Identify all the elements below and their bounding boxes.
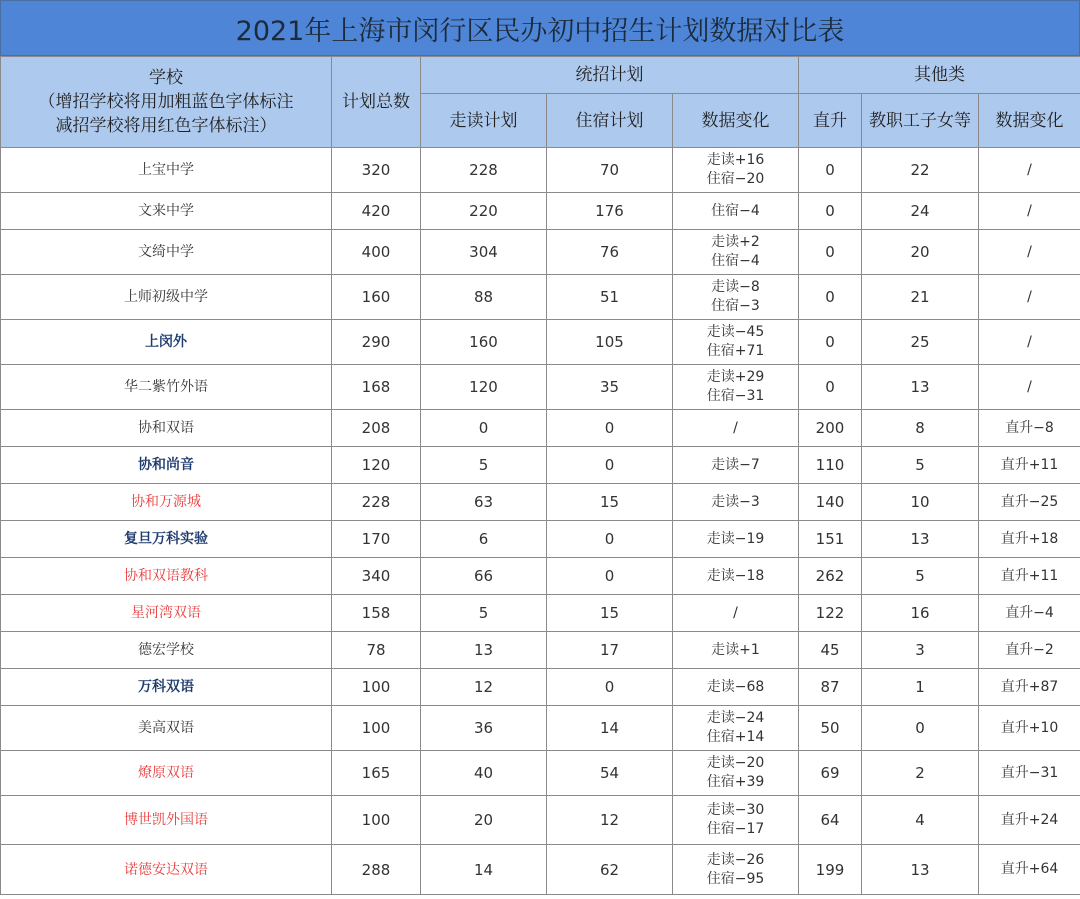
school-name-cell: 德宏学校 <box>1 632 332 669</box>
boarding-plan-cell: 176 <box>547 193 673 230</box>
day-plan-cell: 63 <box>421 484 547 521</box>
day-plan-cell: 228 <box>421 148 547 193</box>
other-data-change-cell: / <box>979 193 1080 230</box>
school-name-cell: 万科双语 <box>1 669 332 706</box>
staff-children-cell: 10 <box>862 484 979 521</box>
staff-children-cell: 16 <box>862 595 979 632</box>
staff-children-cell: 4 <box>862 796 979 845</box>
total-plan-cell: 165 <box>332 751 421 796</box>
data-change-cell <box>673 193 799 230</box>
school-name-cell: 协和双语教科 <box>1 558 332 595</box>
table-row <box>1 632 1080 669</box>
day-plan-cell: 6 <box>421 521 547 558</box>
table-row <box>1 230 1080 275</box>
boarding-plan-cell: 105 <box>547 320 673 365</box>
header-data-change: 数据变化 <box>673 94 799 148</box>
direct-promotion-cell: 87 <box>799 669 862 706</box>
data-change-line: 住宿−95 <box>706 870 765 887</box>
school-name-cell: 美高双语 <box>1 706 332 751</box>
data-change-line: 走读−30 <box>706 802 765 818</box>
staff-children-cell: 3 <box>862 632 979 669</box>
other-data-change-cell: 直升−2 <box>979 632 1080 669</box>
total-plan-cell: 400 <box>332 230 421 275</box>
day-plan-cell: 14 <box>421 845 547 895</box>
direct-promotion-cell: 151 <box>799 521 862 558</box>
school-name-cell: 上宝中学 <box>1 148 332 193</box>
other-data-change-cell: 直升−8 <box>979 410 1080 447</box>
table-row <box>1 845 1080 895</box>
boarding-plan-cell: 12 <box>547 796 673 845</box>
staff-children-cell: 24 <box>862 193 979 230</box>
other-data-change-cell: / <box>979 230 1080 275</box>
header-staff-children: 教职工子女等 <box>862 94 979 148</box>
direct-promotion-cell: 0 <box>799 320 862 365</box>
data-change-line: 住宿−17 <box>706 821 765 837</box>
boarding-plan-cell: 0 <box>547 558 673 595</box>
school-name-cell: 上师初级中学 <box>1 275 332 320</box>
day-plan-cell: 120 <box>421 365 547 410</box>
data-change-line: 走读+16 <box>706 152 765 168</box>
table-row <box>1 706 1080 751</box>
total-plan-cell: 340 <box>332 558 421 595</box>
total-plan-cell: 158 <box>332 595 421 632</box>
direct-promotion-cell: 69 <box>799 751 862 796</box>
boarding-plan-cell: 15 <box>547 484 673 521</box>
staff-children-cell: 25 <box>862 320 979 365</box>
data-change-cell <box>673 632 799 669</box>
data-change-line: 走读−26 <box>706 851 765 868</box>
total-plan-cell: 170 <box>332 521 421 558</box>
school-name-cell: 华二紫竹外语 <box>1 365 332 410</box>
data-change-cell <box>673 410 799 447</box>
direct-promotion-cell: 262 <box>799 558 862 595</box>
boarding-plan-cell: 15 <box>547 595 673 632</box>
boarding-plan-cell: 62 <box>547 845 673 895</box>
day-plan-cell: 12 <box>421 669 547 706</box>
boarding-plan-cell: 14 <box>547 706 673 751</box>
staff-children-cell: 1 <box>862 669 979 706</box>
table-row <box>1 558 1080 595</box>
other-data-change-cell: 直升+18 <box>979 521 1080 558</box>
other-data-change-cell: 直升+11 <box>979 447 1080 484</box>
data-change-line: 走读−18 <box>706 567 765 584</box>
direct-promotion-cell: 0 <box>799 230 862 275</box>
staff-children-cell: 13 <box>862 521 979 558</box>
table-row <box>1 148 1080 193</box>
staff-children-cell: 20 <box>862 230 979 275</box>
direct-promotion-cell: 200 <box>799 410 862 447</box>
data-change-cell <box>673 447 799 484</box>
data-change-line: 住宿−3 <box>711 298 760 314</box>
table-row <box>1 595 1080 632</box>
school-name-cell: 复旦万科实验 <box>1 521 332 558</box>
staff-children-cell: 2 <box>862 751 979 796</box>
direct-promotion-cell: 0 <box>799 365 862 410</box>
data-change-cell <box>673 148 799 193</box>
direct-promotion-cell: 0 <box>799 148 862 193</box>
total-plan-cell: 208 <box>332 410 421 447</box>
staff-children-cell: 5 <box>862 447 979 484</box>
table-row <box>1 669 1080 706</box>
data-change-line: 走读+1 <box>711 641 760 658</box>
table-row <box>1 410 1080 447</box>
table-row <box>1 751 1080 796</box>
data-change-line: / <box>733 604 738 621</box>
boarding-plan-cell: 0 <box>547 521 673 558</box>
other-data-change-cell: / <box>979 365 1080 410</box>
table-row <box>1 796 1080 845</box>
direct-promotion-cell: 110 <box>799 447 862 484</box>
boarding-plan-cell: 0 <box>547 410 673 447</box>
header-total: 计划总数 <box>332 57 421 148</box>
table-row <box>1 320 1080 365</box>
data-change-cell <box>673 595 799 632</box>
day-plan-cell: 5 <box>421 447 547 484</box>
total-plan-cell: 168 <box>332 365 421 410</box>
table-row <box>1 275 1080 320</box>
direct-promotion-cell: 64 <box>799 796 862 845</box>
direct-promotion-cell: 122 <box>799 595 862 632</box>
table-row <box>1 484 1080 521</box>
total-plan-cell: 320 <box>332 148 421 193</box>
total-plan-cell: 100 <box>332 669 421 706</box>
data-change-cell <box>673 751 799 796</box>
staff-children-cell: 13 <box>862 845 979 895</box>
total-plan-cell: 420 <box>332 193 421 230</box>
data-change-line: 住宿+14 <box>706 729 765 745</box>
day-plan-cell: 36 <box>421 706 547 751</box>
data-change-cell <box>673 484 799 521</box>
data-change-cell <box>673 320 799 365</box>
data-change-line: 住宿−31 <box>706 388 765 404</box>
staff-children-cell: 8 <box>862 410 979 447</box>
data-change-cell <box>673 669 799 706</box>
other-data-change-cell: / <box>979 148 1080 193</box>
data-change-line: 走读−19 <box>706 530 765 547</box>
direct-promotion-cell: 50 <box>799 706 862 751</box>
school-name-cell: 星河湾双语 <box>1 595 332 632</box>
other-data-change-cell: 直升−31 <box>979 751 1080 796</box>
total-plan-cell: 120 <box>332 447 421 484</box>
day-plan-cell: 20 <box>421 796 547 845</box>
data-change-line: 走读−8 <box>711 279 760 295</box>
day-plan-cell: 5 <box>421 595 547 632</box>
header-other-category: 其他类 <box>799 57 1080 94</box>
school-name-cell: 协和尚音 <box>1 447 332 484</box>
school-name-cell: 上闵外 <box>1 320 332 365</box>
day-plan-cell: 0 <box>421 410 547 447</box>
data-change-line: / <box>733 419 738 436</box>
data-change-line: 走读+29 <box>706 369 765 385</box>
staff-children-cell: 21 <box>862 275 979 320</box>
other-data-change-cell: 直升−25 <box>979 484 1080 521</box>
header-school-note-increase: （增招学校将用加粗蓝色字体标注 <box>38 92 294 112</box>
boarding-plan-cell: 17 <box>547 632 673 669</box>
header-school <box>1 57 332 148</box>
school-name-cell: 文来中学 <box>1 193 332 230</box>
table-row <box>1 365 1080 410</box>
boarding-plan-cell: 0 <box>547 669 673 706</box>
data-change-cell <box>673 365 799 410</box>
data-change-line: 住宿+39 <box>706 774 765 790</box>
table-row <box>1 521 1080 558</box>
table-row <box>1 193 1080 230</box>
data-change-line: 住宿−4 <box>711 253 760 269</box>
other-data-change-cell: / <box>979 275 1080 320</box>
boarding-plan-cell: 76 <box>547 230 673 275</box>
data-change-line: 走读−7 <box>711 456 760 473</box>
data-change-cell <box>673 845 799 895</box>
other-data-change-cell: 直升+10 <box>979 706 1080 751</box>
total-plan-cell: 100 <box>332 706 421 751</box>
boarding-plan-cell: 35 <box>547 365 673 410</box>
other-data-change-cell: 直升+24 <box>979 796 1080 845</box>
day-plan-cell: 160 <box>421 320 547 365</box>
other-data-change-cell: / <box>979 320 1080 365</box>
data-change-cell <box>673 230 799 275</box>
day-plan-cell: 220 <box>421 193 547 230</box>
data-change-cell <box>673 706 799 751</box>
school-name-cell: 协和双语 <box>1 410 332 447</box>
data-change-line: 住宿+71 <box>706 343 765 359</box>
staff-children-cell: 0 <box>862 706 979 751</box>
direct-promotion-cell: 199 <box>799 845 862 895</box>
table-row <box>1 447 1080 484</box>
school-name-cell: 文绮中学 <box>1 230 332 275</box>
total-plan-cell: 290 <box>332 320 421 365</box>
day-plan-cell: 88 <box>421 275 547 320</box>
data-change-line: 住宿−20 <box>706 171 765 187</box>
day-plan-cell: 13 <box>421 632 547 669</box>
data-change-cell <box>673 796 799 845</box>
school-name-cell: 燎原双语 <box>1 751 332 796</box>
school-name-cell: 诺德安达双语 <box>1 845 332 895</box>
data-change-cell <box>673 521 799 558</box>
boarding-plan-cell: 0 <box>547 447 673 484</box>
data-change-line: 走读+2 <box>711 234 760 250</box>
total-plan-cell: 288 <box>332 845 421 895</box>
direct-promotion-cell: 140 <box>799 484 862 521</box>
header-school-note-decrease: 减招学校将用红色字体标注） <box>55 116 277 136</box>
data-change-line: 住宿−4 <box>711 202 760 219</box>
day-plan-cell: 66 <box>421 558 547 595</box>
staff-children-cell: 22 <box>862 148 979 193</box>
header-other-data-change: 数据变化 <box>979 94 1080 148</box>
other-data-change-cell: 直升+11 <box>979 558 1080 595</box>
other-data-change-cell: 直升−4 <box>979 595 1080 632</box>
data-change-cell <box>673 275 799 320</box>
boarding-plan-cell: 70 <box>547 148 673 193</box>
direct-promotion-cell: 45 <box>799 632 862 669</box>
data-change-line: 走读−20 <box>706 755 765 771</box>
boarding-plan-cell: 51 <box>547 275 673 320</box>
data-change-line: 走读−24 <box>706 710 765 726</box>
staff-children-cell: 13 <box>862 365 979 410</box>
page-title: 2021年上海市闵行区民办初中招生计划数据对比表 <box>0 0 1080 56</box>
other-data-change-cell: 直升+87 <box>979 669 1080 706</box>
header-direct-promotion: 直升 <box>799 94 862 148</box>
school-name-cell: 协和万源城 <box>1 484 332 521</box>
day-plan-cell: 40 <box>421 751 547 796</box>
total-plan-cell: 228 <box>332 484 421 521</box>
header-day-plan: 走读计划 <box>421 94 547 148</box>
enrollment-table <box>0 56 1080 895</box>
boarding-plan-cell: 54 <box>547 751 673 796</box>
header-boarding-plan: 住宿计划 <box>547 94 673 148</box>
staff-children-cell: 5 <box>862 558 979 595</box>
data-change-cell <box>673 558 799 595</box>
total-plan-cell: 160 <box>332 275 421 320</box>
data-change-line: 走读−45 <box>706 324 765 340</box>
data-change-line: 走读−68 <box>706 678 765 695</box>
day-plan-cell: 304 <box>421 230 547 275</box>
data-change-line: 走读−3 <box>711 493 760 510</box>
other-data-change-cell: 直升+64 <box>979 845 1080 895</box>
school-name-cell: 博世凯外国语 <box>1 796 332 845</box>
total-plan-cell: 100 <box>332 796 421 845</box>
total-plan-cell: 78 <box>332 632 421 669</box>
header-unified-plan: 统招计划 <box>421 57 799 94</box>
direct-promotion-cell: 0 <box>799 275 862 320</box>
direct-promotion-cell: 0 <box>799 193 862 230</box>
header-school-label: 学校 <box>149 68 183 88</box>
